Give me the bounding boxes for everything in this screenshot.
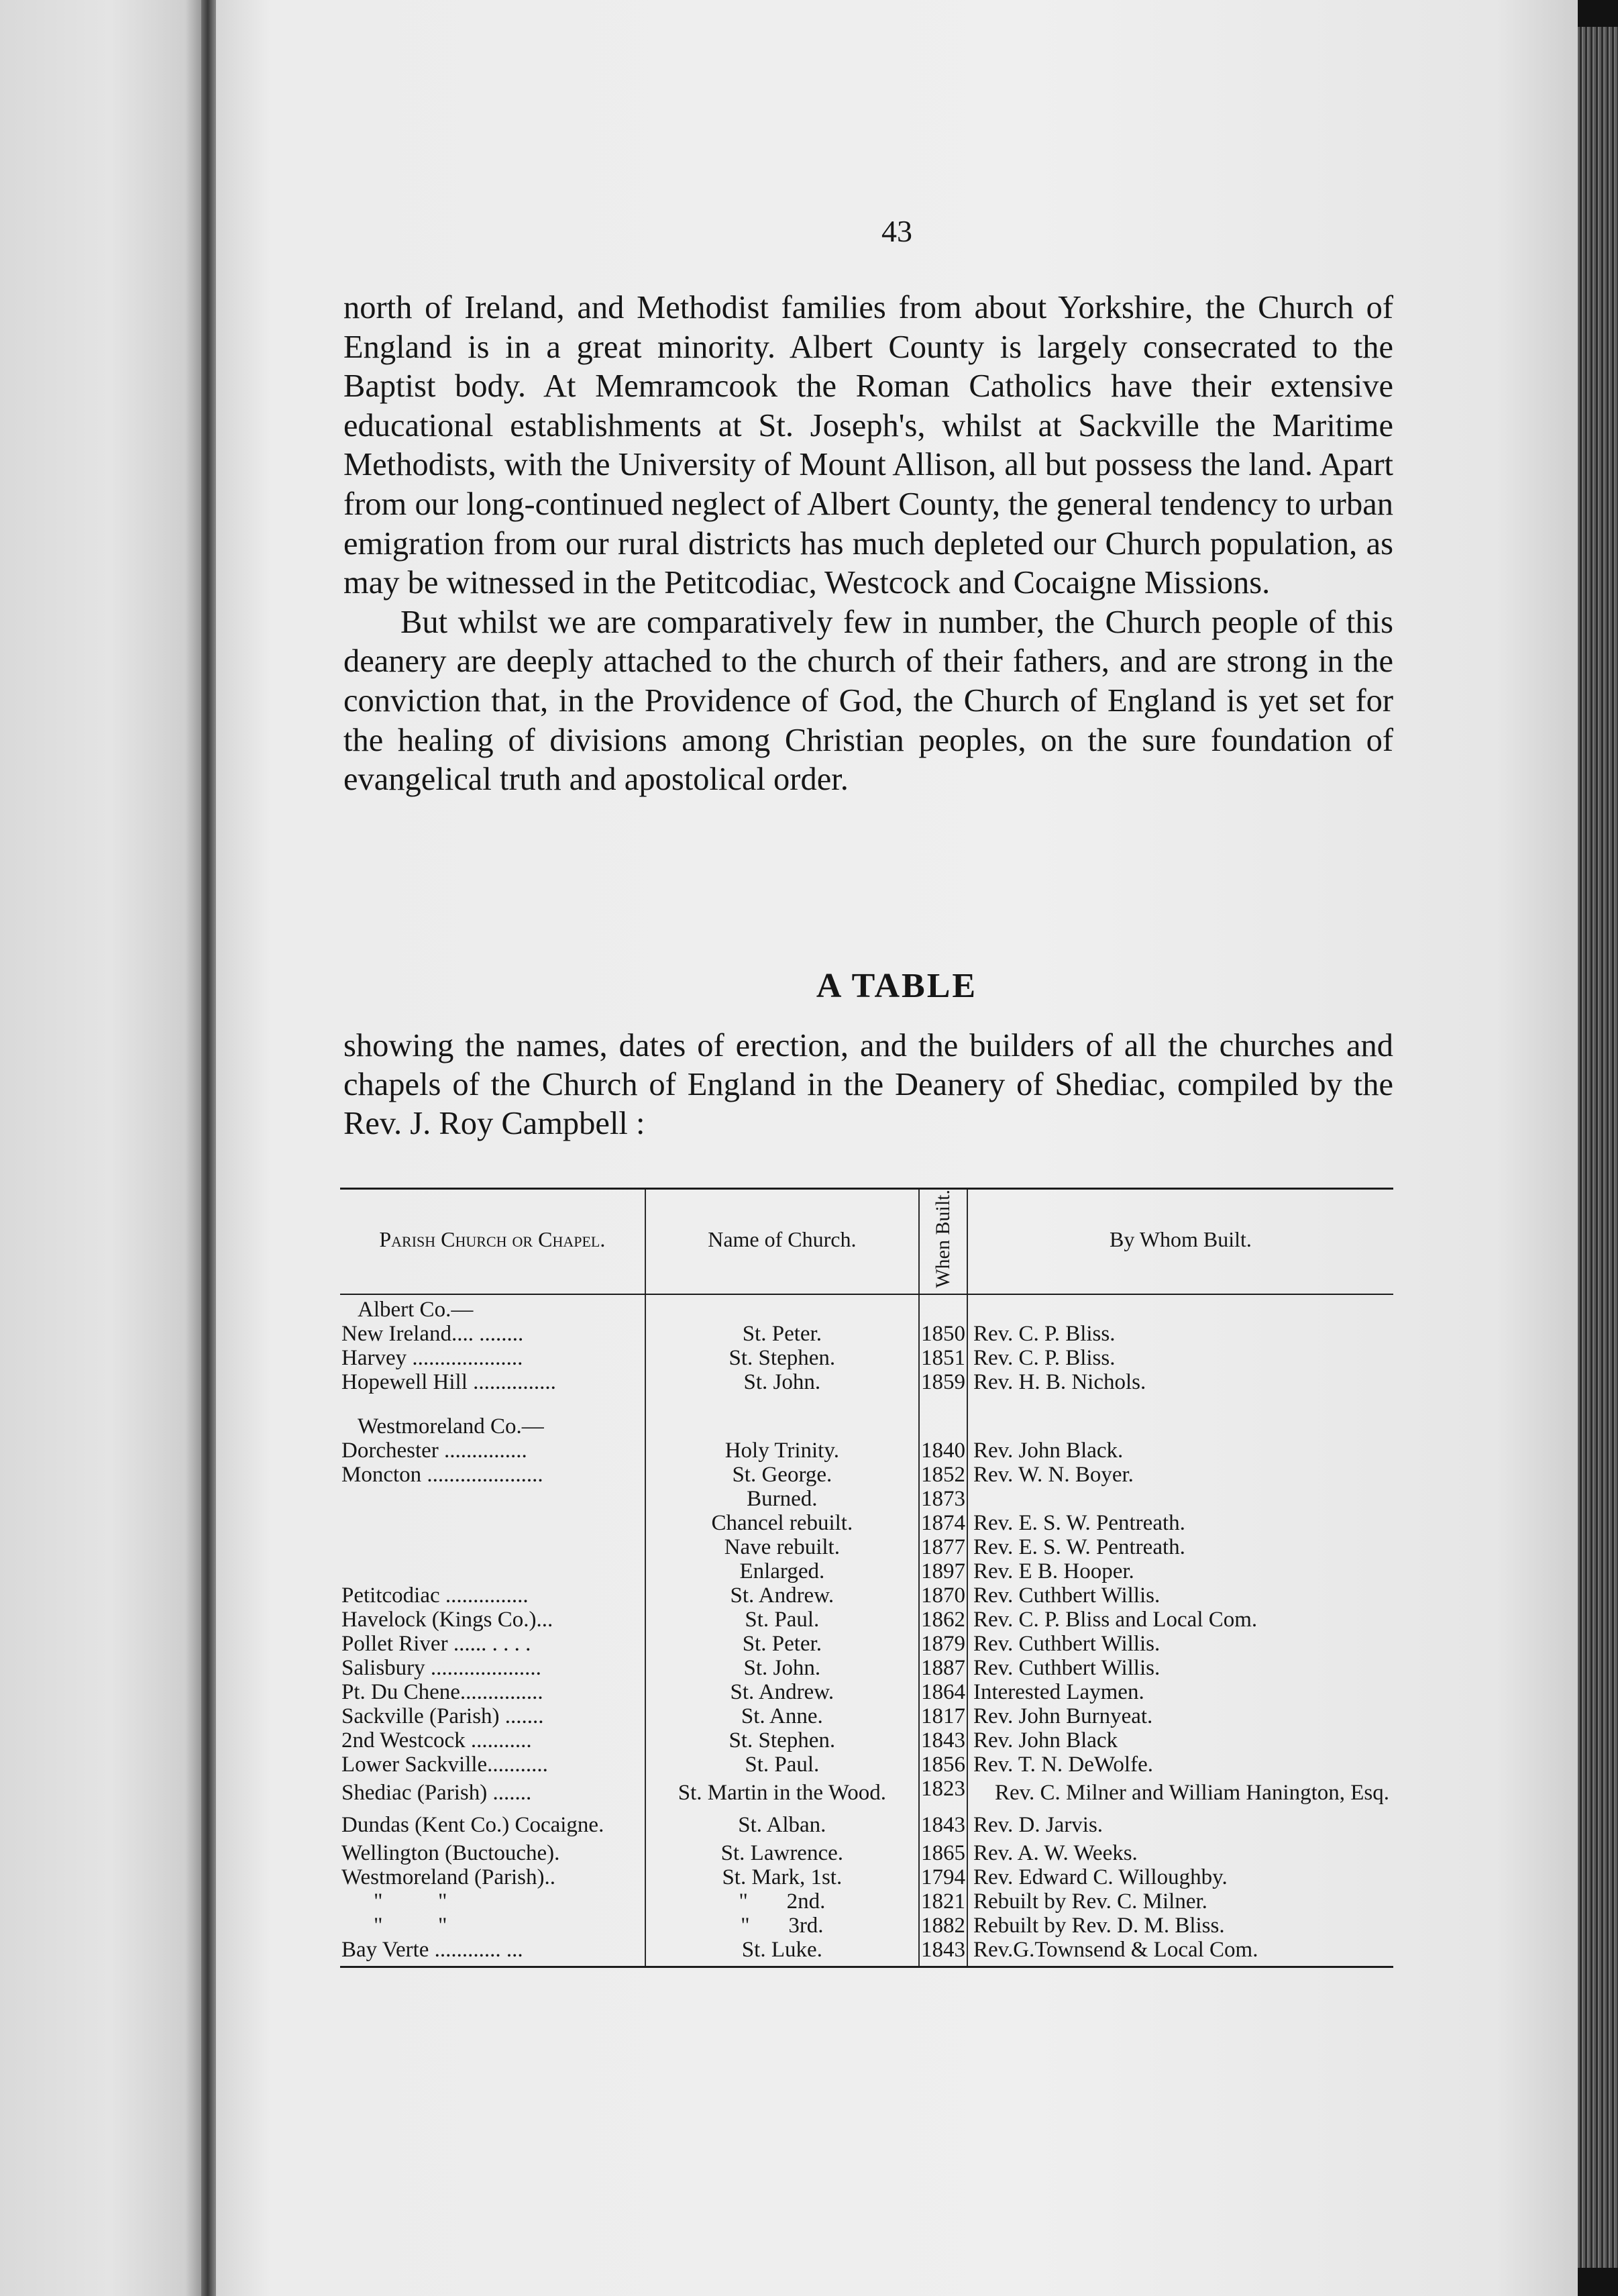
paragraph-1: north of Ireland, and Methodist families from about Yorkshire, the Church of England is in a great minority. Albert County is largely consecrated to the Baptist body. At Memramcook the Roman Catholics have their extensive educational establishments at St. Joseph's, whilst at Sackville the Maritime Methodists, with the University of Mount Allison, all but possess the land. Apart from our long-continued neglect of Albert County, the general tendency to urban emigration from our rural districts has much depleted our Church population, as may be witnessed in the Petitcodiac, Westcock and Cocaigne Missions. bbox=[343, 290, 1393, 601]
header-parish: Parish Church or Chapel. bbox=[340, 1189, 645, 1294]
church-cell: St. Luke. bbox=[645, 1938, 919, 1967]
church-cell: Nave rebuilt. bbox=[645, 1535, 919, 1559]
builder-cell: Rev. E. S. W. Pentreath. bbox=[973, 1534, 1185, 1559]
paragraph-2: But whilst we are comparatively few in number, the Church people of this deanery are deeply attached to the church of their fathers, and are strong in the conviction that, in the Providence of God, the Church of England is yet set for the healing of divisions among Christian peoples, on the sure foundation of evangelical truth and apostolical order. bbox=[343, 604, 1393, 798]
parish-cell: Hopewell Hill ............... bbox=[341, 1369, 556, 1394]
section-row-westmoreland bbox=[340, 1412, 1393, 1439]
builder-cell: Rev. T. N. DeWolfe. bbox=[973, 1752, 1153, 1777]
parish-cell: Pollet River ...... . . . . bbox=[341, 1631, 531, 1656]
year-cell: 1887 bbox=[919, 1656, 967, 1680]
year-cell: 1843 bbox=[919, 1938, 967, 1967]
table-row bbox=[340, 1535, 1393, 1559]
table-row bbox=[340, 1704, 1393, 1728]
empty-cell bbox=[919, 1412, 967, 1439]
church-cell: St. Peter. bbox=[645, 1322, 919, 1346]
table-row bbox=[340, 1346, 1393, 1370]
year-cell: 1859 bbox=[919, 1370, 967, 1394]
table-row bbox=[340, 1889, 1393, 1914]
year-cell: 1851 bbox=[919, 1346, 967, 1370]
table-row bbox=[340, 1777, 1393, 1809]
facing-page bbox=[0, 0, 201, 2296]
church-cell: St. Andrew. bbox=[645, 1583, 919, 1608]
church-cell: Burned. bbox=[645, 1487, 919, 1511]
church-table bbox=[340, 1188, 1393, 1968]
empty-cell bbox=[645, 1412, 919, 1439]
church-cell: " 3rd. bbox=[645, 1914, 919, 1938]
year-cell: 1823 bbox=[919, 1777, 967, 1809]
builder-cell: Rev. D. Jarvis. bbox=[973, 1812, 1103, 1837]
empty-cell bbox=[967, 1412, 1393, 1439]
header-year-text: When Built. bbox=[931, 1190, 954, 1288]
parish-cell: New Ireland.... ........ bbox=[341, 1321, 524, 1346]
parish-cell: Wellington (Buctouche). bbox=[341, 1840, 560, 1865]
table-header-row bbox=[340, 1189, 1393, 1294]
table-row bbox=[340, 1632, 1393, 1656]
year-cell: 1843 bbox=[919, 1809, 967, 1841]
spacer-row bbox=[340, 1394, 1393, 1412]
empty-cell bbox=[645, 1394, 919, 1412]
parish-cell bbox=[340, 1559, 645, 1583]
year-cell: 1817 bbox=[919, 1704, 967, 1728]
table-row bbox=[340, 1487, 1393, 1511]
year-cell: 1794 bbox=[919, 1865, 967, 1889]
table-row bbox=[340, 1463, 1393, 1487]
church-cell: Holy Trinity. bbox=[645, 1439, 919, 1463]
empty-cell bbox=[967, 1394, 1393, 1412]
table-row bbox=[340, 1559, 1393, 1583]
parish-cell: Pt. Du Chene............... bbox=[341, 1679, 543, 1704]
empty-cell bbox=[919, 1294, 967, 1322]
builder-cell: Rev.G.Townsend & Local Com. bbox=[973, 1937, 1258, 1962]
section-title: Westmoreland Co.— bbox=[358, 1414, 544, 1439]
year-cell: 1877 bbox=[919, 1535, 967, 1559]
table-row bbox=[340, 1809, 1393, 1841]
church-cell: St. Alban. bbox=[645, 1809, 919, 1841]
parish-cell: Havelock (Kings Co.)... bbox=[341, 1607, 553, 1632]
church-cell: St. Andrew. bbox=[645, 1680, 919, 1704]
year-cell: 1862 bbox=[919, 1608, 967, 1632]
table-row bbox=[340, 1680, 1393, 1704]
year-cell: 1865 bbox=[919, 1841, 967, 1865]
parish-cell bbox=[340, 1511, 645, 1535]
parish-cell: Moncton ..................... bbox=[341, 1462, 543, 1487]
church-cell: St. Stephen. bbox=[645, 1728, 919, 1753]
year-cell: 1873 bbox=[919, 1487, 967, 1511]
empty-cell bbox=[919, 1394, 967, 1412]
church-cell: St. Paul. bbox=[645, 1753, 919, 1777]
year-cell: 1821 bbox=[919, 1889, 967, 1914]
empty-cell bbox=[340, 1394, 645, 1412]
table-row bbox=[340, 1439, 1393, 1463]
section-title: Albert Co.— bbox=[358, 1297, 474, 1322]
year-cell: 1850 bbox=[919, 1322, 967, 1346]
book-gutter bbox=[201, 0, 216, 2296]
builder-cell: Rev. John Burnyeat. bbox=[973, 1704, 1153, 1728]
church-cell: Enlarged. bbox=[645, 1559, 919, 1583]
section-row-albert bbox=[340, 1294, 1393, 1322]
year-cell: 1843 bbox=[919, 1728, 967, 1753]
year-cell: 1864 bbox=[919, 1680, 967, 1704]
parish-cell: Dorchester ............... bbox=[341, 1438, 527, 1463]
year-cell: 1879 bbox=[919, 1632, 967, 1656]
church-cell: St. Stephen. bbox=[645, 1346, 919, 1370]
empty-cell bbox=[645, 1294, 919, 1322]
table-row bbox=[340, 1865, 1393, 1889]
table-heading: A TABLE bbox=[816, 967, 978, 1005]
church-cell: St. John. bbox=[645, 1370, 919, 1394]
builder-cell: Rev. Cuthbert Willis. bbox=[973, 1583, 1161, 1608]
parish-cell: " " bbox=[374, 1913, 447, 1938]
table-row bbox=[340, 1608, 1393, 1632]
parish-cell: Petitcodiac ............... bbox=[341, 1583, 529, 1608]
church-cell: St. Martin in the Wood. bbox=[645, 1777, 919, 1809]
church-cell: Chancel rebuilt. bbox=[645, 1511, 919, 1535]
empty-cell bbox=[967, 1294, 1393, 1322]
book-page bbox=[216, 0, 1578, 2296]
year-cell: 1897 bbox=[919, 1559, 967, 1583]
table-row bbox=[340, 1656, 1393, 1680]
builder-cell: Rebuilt by Rev. D. M. Bliss. bbox=[973, 1913, 1225, 1938]
parish-cell: 2nd Westcock ........... bbox=[341, 1728, 532, 1753]
builder-cell: Interested Laymen. bbox=[973, 1679, 1144, 1704]
builder-cell: Rev. C. P. Bliss. bbox=[973, 1345, 1116, 1370]
parish-cell: Salisbury .................... bbox=[341, 1655, 541, 1680]
church-cell: St. John. bbox=[645, 1656, 919, 1680]
parish-cell: Dundas (Kent Co.) Cocaigne. bbox=[341, 1812, 604, 1837]
header-builder: By Whom Built. bbox=[967, 1189, 1393, 1294]
year-cell: 1874 bbox=[919, 1511, 967, 1535]
parish-cell: Harvey .................... bbox=[341, 1345, 523, 1370]
year-cell: 1856 bbox=[919, 1753, 967, 1777]
table-row bbox=[340, 1753, 1393, 1777]
table-row bbox=[340, 1583, 1393, 1608]
church-cell: St. Peter. bbox=[645, 1632, 919, 1656]
header-church: Name of Church. bbox=[645, 1189, 919, 1294]
parish-cell bbox=[340, 1535, 645, 1559]
builder-cell: Rev. E. S. W. Pentreath. bbox=[973, 1510, 1185, 1535]
year-cell: 1882 bbox=[919, 1914, 967, 1938]
builder-cell: Rev. C. Milner and William Hanington, Esq. bbox=[994, 1780, 1389, 1805]
parish-cell bbox=[340, 1487, 645, 1511]
builder-cell: Rev. John Black. bbox=[973, 1438, 1124, 1463]
page-edges bbox=[1578, 27, 1618, 2268]
header-year bbox=[919, 1189, 967, 1294]
year-cell: 1870 bbox=[919, 1583, 967, 1608]
parish-cell: Lower Sackville........... bbox=[341, 1752, 548, 1777]
builder-cell: Rev. A. W. Weeks. bbox=[973, 1840, 1138, 1865]
table-row bbox=[340, 1841, 1393, 1865]
builder-cell: Rev. C. P. Bliss. bbox=[973, 1321, 1116, 1346]
builder-cell: Rev. Edward C. Willoughby. bbox=[973, 1865, 1228, 1889]
builder-cell: Rev. C. P. Bliss and Local Com. bbox=[973, 1607, 1258, 1632]
parish-cell: Bay Verte ............ ... bbox=[341, 1937, 523, 1962]
builder-cell: Rev. Cuthbert Willis. bbox=[973, 1631, 1161, 1656]
table-row bbox=[340, 1914, 1393, 1938]
church-cell: St. Anne. bbox=[645, 1704, 919, 1728]
builder-cell: Rebuilt by Rev. C. Milner. bbox=[973, 1889, 1207, 1914]
builder-cell: Rev. Cuthbert Willis. bbox=[973, 1655, 1161, 1680]
builder-cell bbox=[967, 1487, 1393, 1511]
builder-cell: Rev. John Black bbox=[973, 1728, 1118, 1753]
table-row bbox=[340, 1322, 1393, 1346]
church-cell: St. George. bbox=[645, 1463, 919, 1487]
builder-cell: Rev. E B. Hooper. bbox=[973, 1559, 1134, 1583]
table-row bbox=[340, 1938, 1393, 1967]
parish-cell: Westmoreland (Parish).. bbox=[341, 1865, 556, 1889]
table-intro-text: showing the names, dates of erection, and the builders of all the churches and chapels of the Church of England in the Deanery of Shediac, compiled by the Rev. J. Roy Campbell : bbox=[343, 1028, 1393, 1141]
body-text bbox=[343, 289, 1393, 800]
table-row bbox=[340, 1728, 1393, 1753]
parish-cell: " " bbox=[374, 1889, 447, 1914]
builder-cell: Rev. W. N. Boyer. bbox=[973, 1462, 1134, 1487]
year-cell: 1852 bbox=[919, 1463, 967, 1487]
church-cell: St. Paul. bbox=[645, 1608, 919, 1632]
table-row bbox=[340, 1370, 1393, 1394]
parish-cell: Shediac (Parish) ....... bbox=[341, 1780, 532, 1805]
church-cell: " 2nd. bbox=[645, 1889, 919, 1914]
table-row bbox=[340, 1511, 1393, 1535]
church-cell: St. Mark, 1st. bbox=[645, 1865, 919, 1889]
church-cell: St. Lawrence. bbox=[645, 1841, 919, 1865]
table-intro bbox=[343, 1027, 1393, 1143]
builder-cell: Rev. H. B. Nichols. bbox=[973, 1369, 1146, 1394]
parish-cell: Sackville (Parish) ....... bbox=[341, 1704, 544, 1728]
page-number: 43 bbox=[881, 214, 912, 248]
year-cell: 1840 bbox=[919, 1439, 967, 1463]
